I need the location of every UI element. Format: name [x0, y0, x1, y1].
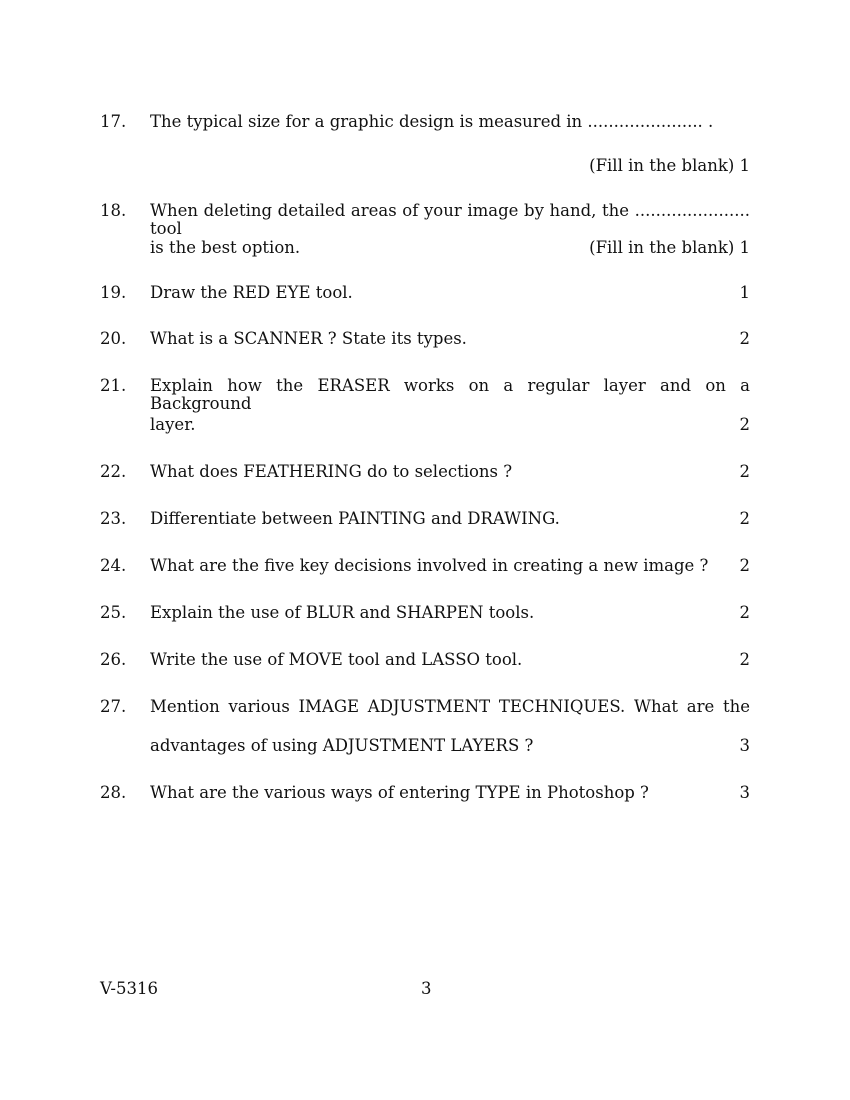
- question-number: 27.: [100, 697, 127, 716]
- question-number: 25.: [100, 603, 127, 622]
- question-text-line-1: The typical size for a graphic design is measured in ...................... .: [150, 112, 714, 131]
- question-marks: 2: [739, 415, 750, 434]
- question-number: 21.: [100, 376, 127, 395]
- question-number: 17.: [100, 112, 127, 131]
- question-number: 28.: [100, 783, 127, 802]
- question-text-line-2: is the best option.: [150, 238, 301, 257]
- question-text-line-1: What does FEATHERING do to selections ?: [150, 462, 513, 481]
- paper-code: V-5316: [100, 979, 158, 998]
- question-text-line-1: Differentiate between PAINTING and DRAWING.: [150, 509, 560, 528]
- question-text-line-2: layer.: [150, 415, 196, 434]
- question-marks: 2: [739, 509, 750, 528]
- question-text-line-1: What are the five key decisions involved in creating a new image ?: [150, 556, 709, 575]
- question-text-line-1: What is a SCANNER ? State its types.: [150, 329, 467, 348]
- question-text-line-1: Draw the RED EYE tool.: [150, 283, 353, 302]
- question-marks: 3: [739, 783, 750, 802]
- page-number: 3: [421, 979, 432, 998]
- question-number: 19.: [100, 283, 127, 302]
- question-marks: 2: [739, 650, 750, 669]
- question-number: 20.: [100, 329, 127, 348]
- question-marks: (Fill in the blank) 1: [589, 156, 750, 175]
- question-text-line-1: Explain how the ERASER works on a regular layer and on a Background: [150, 376, 750, 413]
- question-marks: 2: [739, 462, 750, 481]
- question-marks: 2: [739, 556, 750, 575]
- question-marks: 1: [739, 283, 750, 302]
- question-number: 26.: [100, 650, 127, 669]
- question-marks: 2: [739, 603, 750, 622]
- question-text-line-1: Write the use of MOVE tool and LASSO tool.: [150, 650, 523, 669]
- question-text-line-2: advantages of using ADJUSTMENT LAYERS ?: [150, 736, 534, 755]
- question-number: 18.: [100, 201, 127, 220]
- question-text-line-1: What are the various ways of entering TYPE in Photoshop ?: [150, 783, 649, 802]
- question-marks: (Fill in the blank) 1: [589, 238, 750, 257]
- question-marks: 2: [739, 329, 750, 348]
- question-text-line-1: Mention various IMAGE ADJUSTMENT TECHNIQUES. What are the: [150, 697, 750, 716]
- question-text-line-1: When deleting detailed areas of your image by hand, the ...................... tool: [150, 201, 750, 238]
- question-marks: 3: [739, 736, 750, 755]
- question-number: 23.: [100, 509, 127, 528]
- question-number: 24.: [100, 556, 127, 575]
- question-text-line-1: Explain the use of BLUR and SHARPEN tools.: [150, 603, 535, 622]
- question-number: 22.: [100, 462, 127, 481]
